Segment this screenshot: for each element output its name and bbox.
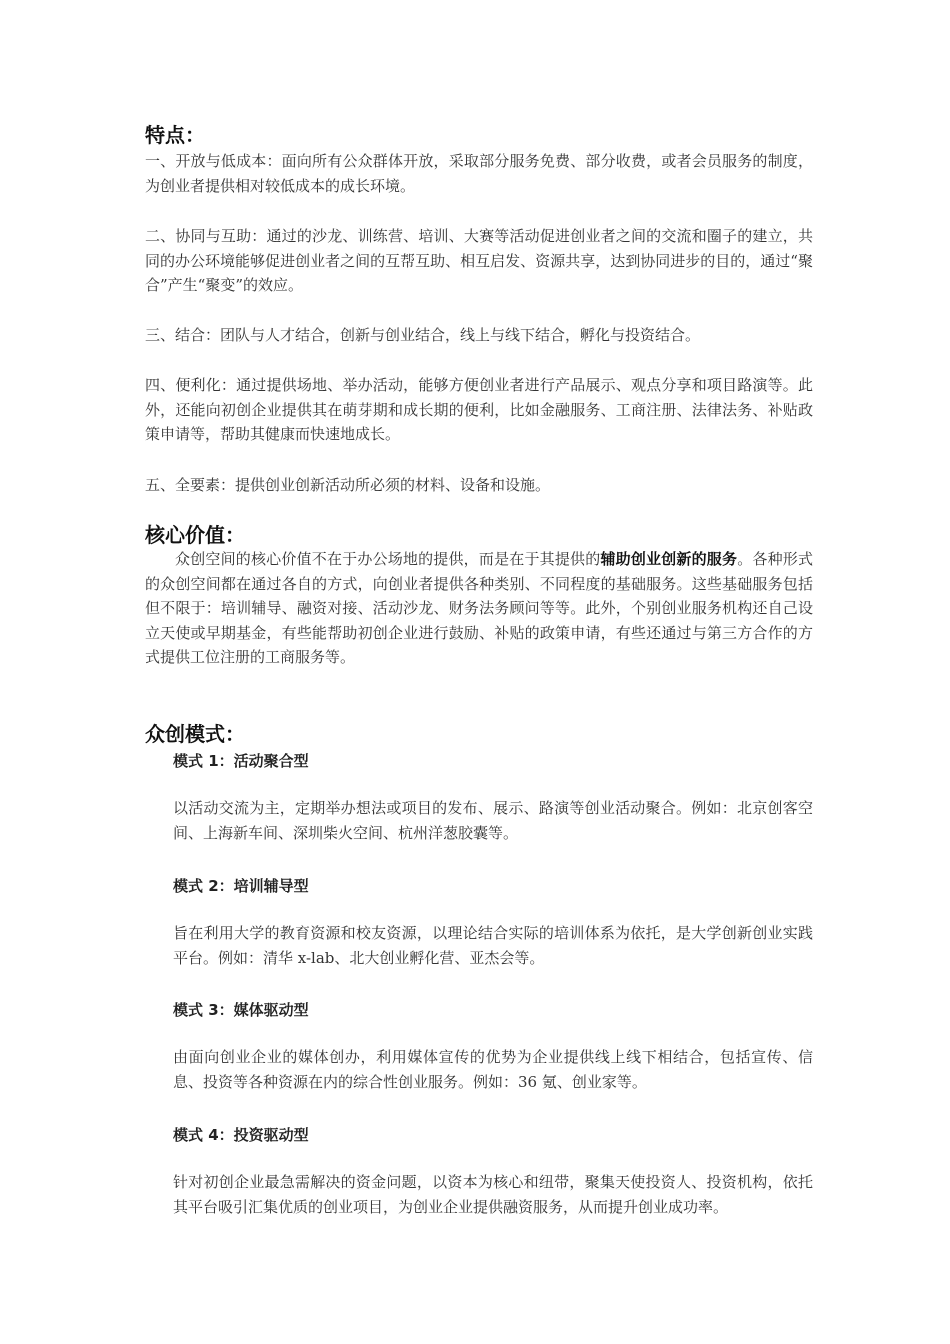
feature-item-1: 一、开放与低成本：面向所有公众群体开放，采取部分服务免费、部分收费，或者会员服务的制度，为创业者提供相对较低成本的成长环境。	[145, 152, 813, 195]
model-2-title: 模式 2：培训辅导型	[173, 877, 309, 895]
model-4-title: 模式 4：投资驱动型	[173, 1126, 309, 1144]
model-2-text: 旨在利用大学的教育资源和校友资源，以理论结合实际的培训体系为依托，是大学创新创业实践平台。例如：清华 x-lab、北大创业孵化营、亚杰会等。	[173, 924, 813, 967]
models-heading: 众创模式：	[145, 722, 245, 746]
core-value-emphasis: 辅助创业创新的服务	[600, 550, 738, 568]
feature-item-2: 二、协同与互助：通过的沙龙、训练营、培训、大赛等活动促进创业者之间的交流和圈子的建立，共同的办公环境能够促进创业者之间的互帮互助、相互启发、资源共享，达到协同进步的目的，通过“聚合”产生“聚变”的效应。	[145, 227, 813, 294]
model-3-title: 模式 3：媒体驱动型	[173, 1001, 309, 1019]
model-4-text: 针对初创企业最急需解决的资金问题，以资本为核心和纽带，聚集天使投资人、投资机构，依托其平台吸引汇集优质的创业项目，为创业企业提供融资服务，从而提升创业成功率。	[173, 1173, 813, 1216]
feature-item-4: 四、便利化：通过提供场地、举办活动，能够方便创业者进行产品展示、观点分享和项目路演等。此外，还能向初创企业提供其在萌芽期和成长期的便利，比如金融服务、工商注册、法律法务、补贴政策申请等，帮助其健康而快速地成长。	[145, 376, 813, 443]
model-3-text: 由面向创业企业的媒体创办，利用媒体宣传的优势为企业提供线上线下相结合，包括宣传、信息、投资等各种资源在内的综合性创业服务。例如：36 氪、创业家等。	[173, 1048, 813, 1091]
core-value-heading: 核心价值：	[145, 523, 245, 547]
core-value-text-before: 众创空间的核心价值不在于办公场地的提供，而是在于其提供的	[175, 550, 601, 568]
core-value-paragraph	[145, 547, 813, 670]
model-1-text: 以活动交流为主，定期举办想法或项目的发布、展示、路演等创业活动聚合。例如：北京创客空间、上海新车间、深圳柴火空间、杭州洋葱胶囊等。	[173, 799, 813, 842]
feature-item-5: 五、全要素：提供创业创新活动所必须的材料、设备和设施。	[145, 476, 551, 494]
core-value-text-after: 。各种形式的众创空间都在通过各自的方式，向创业者提供各种类别、不同程度的基础服务。这些基础服务包括但不限于：培训辅导、融资对接、活动沙龙、财务法务顾问等等。此外，个别创业服务机构还自己设立天使或早期基金，有些能帮助初创企业进行鼓励、补贴的政策申请，有些还通过与第三方合作的方式提供工位注册的工商服务等。	[145, 550, 813, 666]
feature-item-3: 三、结合：团队与人才结合，创新与创业结合，线上与线下结合，孵化与投资结合。	[145, 326, 701, 344]
model-1-title: 模式 1：活动聚合型	[173, 752, 309, 770]
features-heading: 特点：	[145, 123, 205, 147]
